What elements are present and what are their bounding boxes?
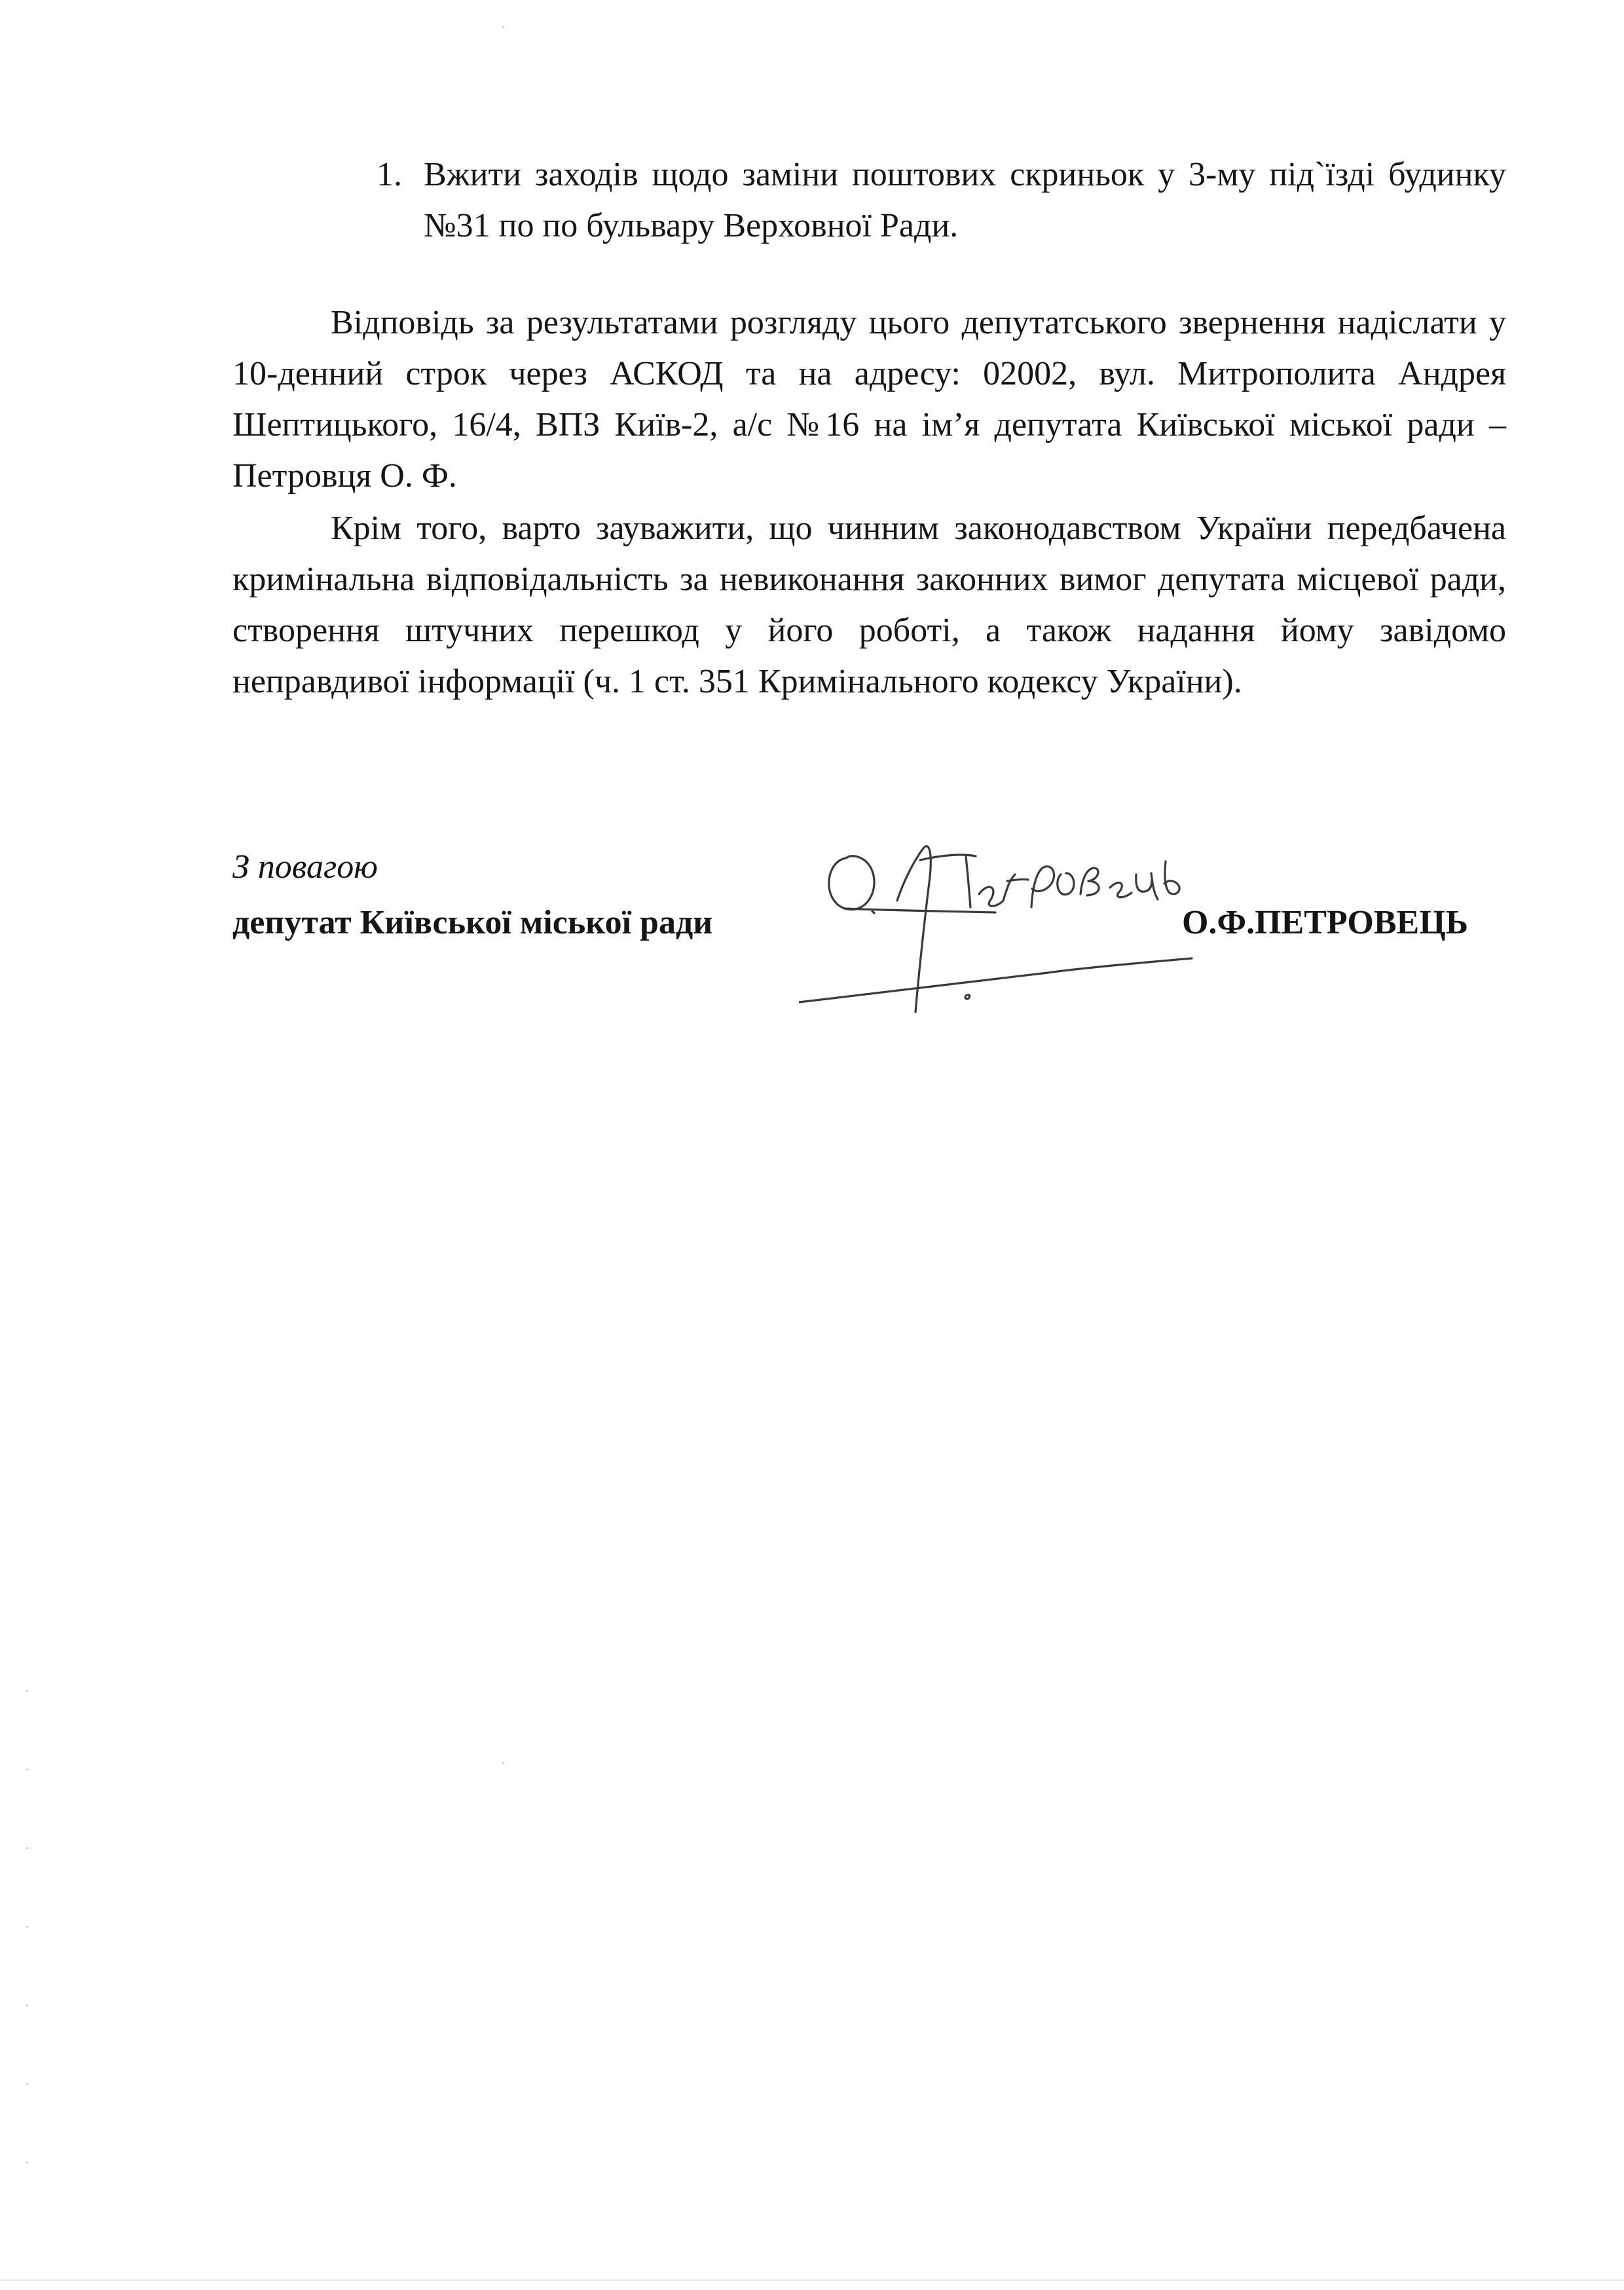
list-item-text: Вжити заходів щодо заміни поштових скриньок у 3-му під`їзді будинку №31 по по бульвару Верховної Ради. [424,156,1506,244]
scan-artifact-dot [26,1847,28,1849]
scan-artifact-dot [502,26,504,28]
scan-artifact-dot [26,1926,28,1928]
scan-artifact-dot [26,1690,28,1692]
closing-phrase: З повагою [232,848,378,886]
list-item [377,149,1506,252]
handwritten-signature [799,796,1205,1028]
scan-artifact-dot [26,2083,28,2085]
scan-artifact-dot [26,2162,28,2164]
list-item-number: 1. [377,156,402,193]
scan-artifact-dot [26,1769,28,1771]
scan-bottom-edge [0,2280,1624,2281]
signer-name: О.Ф.ПЕТРОВЕЦЬ [1182,904,1469,941]
scan-artifact-dot [26,2004,28,2006]
scan-artifact-dot [502,1762,504,1764]
paragraph-response-address: Відповідь за результатами розгляду цього депутатського звернення надіслати у 10-денний строк через АСКОД та на адресу: 02002, вул. Митрополита Андрея Шептицького, 16/4, ВПЗ Київ-2, а/с №16 на ім’я депутата Київської міської ради – Петровця О. Ф. [232,304,1506,495]
signer-position: депутат Київської міської ради [232,904,713,941]
paragraph-legal-notice: Крім того, варто зауважити, що чинним законодавством України передбачена кримінальна відповідальність за невиконання законних вимог депутата місцевої ради, створення штучних перешкод у його роботі, а також надання йому завідомо неправдивої інформації (ч. 1 ст. 351 Кримінального кодексу України). [232,510,1506,700]
